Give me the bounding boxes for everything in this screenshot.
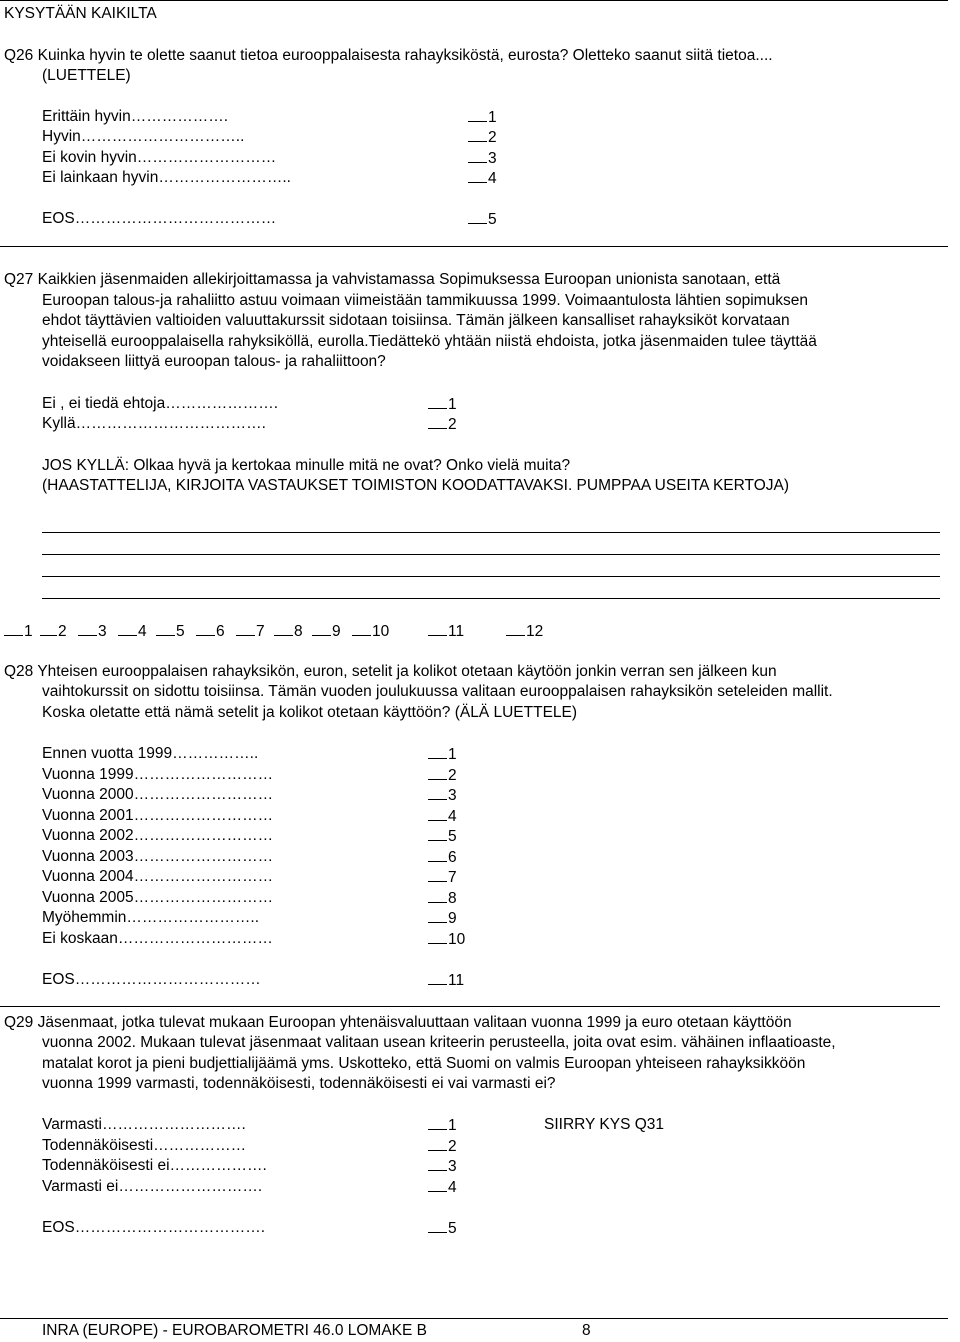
q28-option[interactable] — [42, 826, 482, 846]
code-cell[interactable]: 10 — [372, 623, 390, 640]
footer-text: INRA (EUROPE) - EUROBAROMETRI 46.0 LOMAKE B — [42, 1322, 427, 1339]
q28-option[interactable] — [42, 867, 482, 887]
q27-option[interactable] — [42, 414, 482, 434]
q26-option[interactable] — [42, 127, 502, 147]
q26-option[interactable] — [42, 148, 502, 168]
option-label: Vuonna 2001……………………… — [42, 807, 274, 824]
q29-option[interactable] — [42, 1218, 482, 1238]
option-label: Vuonna 2004……………………… — [42, 868, 274, 885]
answer-line[interactable] — [42, 554, 940, 555]
option-label: Vuonna 1999……………………… — [42, 766, 274, 783]
option-label: Erittäin hyvin………………. — [42, 108, 229, 125]
option-label: EOS………………………………… — [42, 210, 277, 227]
code-cell[interactable]: 8 — [294, 623, 303, 640]
option-label: Ei , ei tiedä ehtoja…………………. — [42, 395, 279, 412]
q28-option[interactable] — [42, 970, 482, 990]
option-label: Vuonna 2003……………………… — [42, 848, 274, 865]
q27-interviewer-instruction: (HAASTATTELIJA, KIRJOITA VASTAUKSET TOIMISTON KOODATTAVAKSI. PUMPPAA USEITA KERTOJA) — [42, 477, 790, 494]
option-code: 6 — [448, 849, 457, 866]
q28-text-line: Koska oletatte että nämä setelit ja kolikot otetaan käyttöön? (ÄLÄ LUETTELE) — [42, 704, 578, 721]
q28-text-line: Q28 Yhteisen eurooppalaisen rahayksikön, euron, setelit ja kolikot otetaan käytöön jonkin verran sen jälkeen kun — [4, 663, 777, 680]
option-code: 5 — [488, 211, 497, 228]
q28-text-line: vaihtokurssit on sidottu toisiinsa. Tämän vuoden joulukuussa valitaan eurooppalaisen rahayksikön seteleiden mallit. — [42, 683, 833, 700]
code-cell[interactable]: 12 — [526, 623, 544, 640]
q29-text-line: Q29 Jäsenmaat, jotka tulevat mukaan Euroopan yhtenäisvaluuttaan valitaan vuonna 1999 ja euro otetaan käyttöön — [4, 1014, 792, 1031]
q29-text-line: matalat korot ja pieni budjettialijäämä yms. Uskotteko, että Suomi on valmis Euroopan yhteiseen rahayksikköön — [42, 1055, 806, 1072]
option-label: Kyllä………………………………. — [42, 415, 266, 432]
q27-text-line: voidakseen liittyä euroopan talous- ja rahaliittoon? — [42, 353, 386, 370]
option-label: Myöhemmin…………………….. — [42, 909, 260, 926]
q29-option[interactable] — [42, 1136, 482, 1156]
option-label: Vuonna 2002……………………… — [42, 827, 274, 844]
code-cell[interactable]: 1 — [24, 623, 33, 640]
option-code: 5 — [448, 1220, 457, 1237]
answer-line[interactable] — [42, 598, 940, 599]
q26-text-line1: Q26 Kuinka hyvin te olette saanut tietoa eurooppalaisesta rahayksiköstä, eurosta? Oletteko saanut siitä tietoa.... — [4, 47, 773, 64]
q28-option[interactable] — [42, 806, 482, 826]
code-cell[interactable]: 7 — [256, 623, 265, 640]
option-label: Ei kovin hyvin……………………… — [42, 149, 277, 166]
option-label: EOS……………………………… — [42, 971, 261, 988]
q27-text-line: Q27 Kaikkien jäsenmaiden allekirjoittamassa ja vahvistamassa Sopimuksessa Euroopan unionista sanotaan, että — [4, 271, 781, 288]
option-label: Hyvin………………………….. — [42, 128, 245, 145]
option-code: 11 — [448, 972, 465, 989]
option-label: Vuonna 2000……………………… — [42, 786, 274, 803]
footer-rule — [0, 1318, 948, 1319]
option-label: EOS………………………………. — [42, 1219, 266, 1236]
option-code: 9 — [448, 910, 457, 927]
divider — [0, 1006, 940, 1007]
option-code: 7 — [448, 869, 457, 886]
q26-option[interactable] — [42, 168, 502, 188]
code-cell[interactable]: 3 — [98, 623, 107, 640]
q28-option[interactable] — [42, 785, 482, 805]
option-code: 4 — [448, 808, 457, 825]
code-cell[interactable]: 5 — [176, 623, 185, 640]
q27-followup-prompt: JOS KYLLÄ: Olkaa hyvä ja kertokaa minulle mitä ne ovat? Onko vielä muita? — [42, 457, 571, 474]
q28-option[interactable] — [42, 908, 482, 928]
q27-option[interactable] — [42, 394, 482, 414]
option-code: 5 — [448, 828, 457, 845]
q27-text-line: ehdot täyttävien valtioiden valuuttakurssit sidotaan toisiinsa. Tämän jälkeen kansalliset rahayksiköt korvataan — [42, 312, 790, 329]
q29-text-line: vuonna 2002. Mukaan tulevat jäsenmaat valitaan usean kriteerin perusteella, joita ovat esim. vähäinen inflaatioaste, — [42, 1034, 836, 1051]
page-number: 8 — [582, 1322, 591, 1339]
q29-option[interactable] — [42, 1115, 482, 1135]
divider — [0, 246, 948, 247]
q26-option[interactable] — [42, 209, 502, 229]
option-code: 10 — [448, 931, 466, 948]
option-code: 3 — [448, 1158, 457, 1175]
option-label: Ei koskaan………………………… — [42, 930, 273, 947]
option-code: 3 — [448, 787, 457, 804]
option-code: 4 — [488, 170, 497, 187]
q29-option[interactable] — [42, 1156, 482, 1176]
option-code: 1 — [488, 109, 497, 126]
q27-text-line: yhteisellä eurooppalaisella rahyksiköllä, eurolla.Tiedättekö yhtään niistä ehdoista, jotka jäsenmaiden tulee täyttää — [42, 333, 817, 350]
option-code: 1 — [448, 746, 457, 763]
option-code: 1 — [448, 396, 457, 413]
option-code: 4 — [448, 1179, 457, 1196]
top-rule — [0, 0, 948, 1]
option-label: Ei lainkaan hyvin…………………….. — [42, 169, 291, 186]
q28-option[interactable] — [42, 929, 482, 949]
code-cell[interactable]: 11 — [448, 623, 465, 640]
option-code: 2 — [448, 1138, 457, 1155]
q29-option[interactable] — [42, 1177, 482, 1197]
code-cell[interactable]: 4 — [138, 623, 147, 640]
option-code: 8 — [448, 890, 457, 907]
q27-text-line: Euroopan talous-ja rahaliitto astuu voimaan viimeistään tammikuussa 1999. Voimaantulosta lähtien sopimuksen — [42, 292, 808, 309]
option-code: 2 — [448, 416, 457, 433]
option-label: Vuonna 2005……………………… — [42, 889, 274, 906]
option-code: 2 — [488, 129, 497, 146]
option-label: Varmasti ei………………………. — [42, 1178, 263, 1195]
q27-code-row — [0, 621, 600, 643]
code-cell[interactable]: 6 — [216, 623, 225, 640]
q28-option[interactable] — [42, 765, 482, 785]
q26-option[interactable] — [42, 107, 502, 127]
code-cell[interactable]: 9 — [332, 623, 341, 640]
q29-skip-instruction: SIIRRY KYS Q31 — [544, 1116, 665, 1133]
option-code: 1 — [448, 1117, 457, 1134]
q28-option[interactable] — [42, 744, 482, 764]
option-label: Ennen vuotta 1999…………….. — [42, 745, 259, 762]
answer-line[interactable] — [42, 576, 940, 577]
option-code: 2 — [448, 767, 457, 784]
option-label: Varmasti………………………. — [42, 1116, 246, 1133]
code-cell[interactable]: 2 — [58, 623, 67, 640]
q26-text-line2: (LUETTELE) — [42, 67, 131, 84]
answer-line[interactable] — [42, 532, 940, 533]
option-label: Todennäköisesti……………… — [42, 1137, 247, 1154]
q28-option[interactable] — [42, 888, 482, 908]
q28-option[interactable] — [42, 847, 482, 867]
section-title: KYSYTÄÄN KAIKILTA — [4, 5, 157, 22]
q29-text-line: vuonna 1999 varmasti, todennäköisesti, todennäköisesti ei vai varmasti ei? — [42, 1075, 556, 1092]
option-code: 3 — [488, 150, 497, 167]
option-label: Todennäköisesti ei………………. — [42, 1157, 267, 1174]
